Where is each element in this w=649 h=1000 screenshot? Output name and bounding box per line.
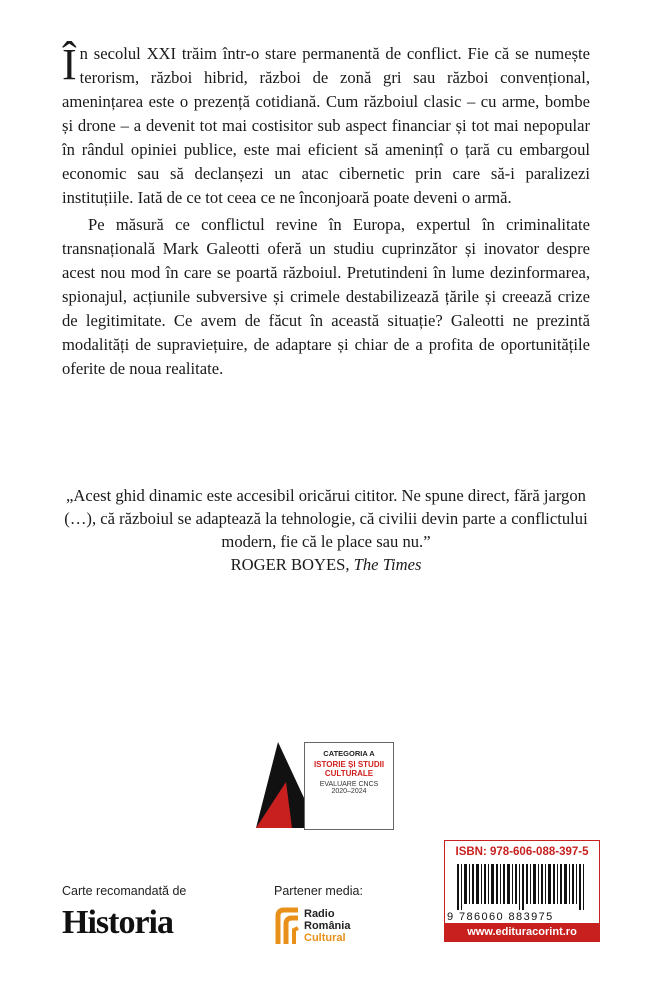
blurb-paragraph-2: Pe măsură ce conflictul revine în Europa, expertul în criminalitate transnațională Mark Galeotti oferă un studiu cuprinzător și inovator despre acest nou mod în care se poartă războiul. Pretutindeni în lume dezinformarea, spionajul, acțiunile subversive și crimele destabilizează țările și creează crize de legitimitate. Ce avem de făcut în această situație? Galeotti ne prezintă modalități de supraviețuire, de adaptare și chiar de a profita de oportunitățile oferite de noua realitate.	[62, 215, 590, 378]
media-partner	[274, 884, 363, 952]
quote-source	[62, 553, 590, 576]
radio-line-2: România	[304, 920, 351, 932]
radio-romania-cultural-logo	[274, 906, 363, 952]
recommendation	[62, 884, 186, 942]
radio-line-3: Cultural	[304, 932, 346, 944]
evaluation-label: EVALUARE CNCS	[319, 781, 379, 788]
drop-cap: Î	[62, 40, 77, 89]
category-box	[304, 742, 394, 830]
barcode-icon	[455, 864, 591, 910]
media-partner-label: Partener media:	[274, 884, 363, 898]
cncs-category-badge	[256, 742, 396, 832]
category-label: CATEGORIA A	[323, 749, 375, 758]
radio-waves-icon	[274, 906, 302, 946]
historia-logo: Historia	[62, 904, 173, 941]
radio-name	[304, 908, 350, 944]
blurb-paragraph-1-text: n secolul XXI trăim într-o stare permanentă de conflict. Fie că se numește terorism, război hibrid, război de zonă gri sau război convențional, amenințarea este o prezență cotidiană. Cum războiul clasic – cu arme, bombe și drone – a devenit tot mai costisitor sub aspect financiar și tot mai nepopular în rândul opiniei publice, este mai eficient să amenințî o țară cu embargoul economic sau să declanșezi un atac cibernetic prin care să-i paralizezi instituțiile. Iată de ce tot ceea ce ne înconjoară poate deveni o armă.	[62, 44, 590, 207]
quote-text: „Acest ghid dinamic este accesibil oricărui cititor. Ne spune direct, fără jargon (…), că războiul se adaptează la tehnologie, că civilii devin parte a conflictului modern, fie că le place sau nu.”	[64, 486, 588, 551]
isbn-label: ISBN: 978-606-088-397-5	[455, 846, 589, 858]
isbn-barcode-box	[444, 840, 600, 942]
blurb-paragraph-1	[62, 42, 590, 210]
radio-line-1: Radio	[304, 908, 335, 920]
review-quote	[62, 484, 590, 576]
recommendation-label: Carte recomandată de	[62, 884, 187, 898]
publisher-url[interactable]: www.edituracorint.ro	[445, 923, 599, 941]
back-cover-blurb	[62, 42, 590, 381]
quote-publication: The Times	[353, 555, 422, 574]
category-field: ISTORIE ȘI STUDII CULTURALE	[313, 760, 385, 778]
isbn-digits: 9 786060 883975	[447, 911, 554, 923]
evaluation-years: 2020–2024	[331, 788, 367, 795]
quote-author: ROGER BOYES,	[230, 555, 350, 574]
